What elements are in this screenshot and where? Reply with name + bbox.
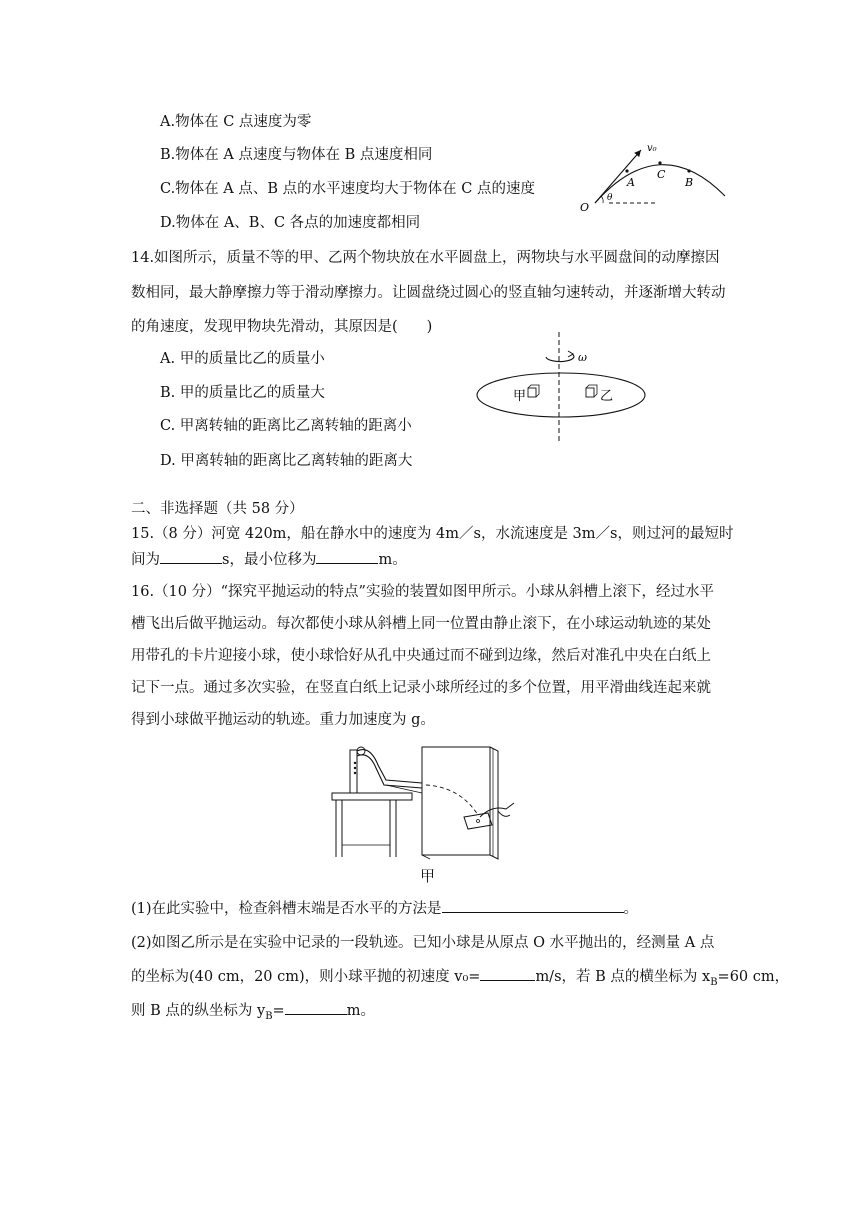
block-yi-label: 乙 <box>600 389 614 404</box>
q16-sub-2-line-3: 则 B 点的纵坐标为 $y_B= m$。 <box>131 1000 375 1027</box>
q14-stem-line-2: 数相同，最大静摩擦力等于滑动摩擦力。让圆盘绕过圆心的竖直轴匀速转动，并逐渐增大转动 <box>131 285 726 301</box>
point-b-label: B <box>685 176 694 189</box>
q13-trajectory-figure <box>575 138 735 216</box>
q14-stem-line-3: 的角速度，发现甲物块先滑动，其原因是( ) <box>131 319 433 335</box>
q16-blank-v0 <box>480 966 535 981</box>
q16-figure-caption: 甲 <box>420 867 436 885</box>
theta-label: θ <box>607 193 613 203</box>
q15-blank-time <box>160 549 222 564</box>
q14-disk-figure <box>472 330 652 445</box>
q14-option-a: A. 甲的质量比乙的质量小 <box>160 351 325 367</box>
q15-line-1: 15.（8 分）河宽 420m，船在静水中的速度为 4m／s，水流速度是 3m／s，则过河的最短时 <box>131 526 734 542</box>
point-a-label: A <box>627 176 635 189</box>
point-c-label: C <box>657 168 666 181</box>
block-yi <box>586 388 594 397</box>
q16-line-2: 槽飞出后做平抛运动。每次都使小球从斜槽上同一位置由静止滚下，在小球运动轨迹的某处 <box>131 616 711 632</box>
q14-option-b: B. 甲的质量比乙的质量大 <box>160 385 325 401</box>
q13-option-d: D.物体在 A、B、C 各点的加速度都相同 <box>160 215 421 231</box>
section-2-heading: 二、非选择题（共 58 分） <box>131 501 304 517</box>
q16-line-3: 用带孔的卡片迎接小球，使小球恰好从孔中央通过而不碰到边缘，然后对准孔中央在白纸上 <box>131 648 711 664</box>
q14-option-c: C. 甲离转轴的距离比乙离转轴的距离小 <box>160 418 412 434</box>
q16-sub-2-line-2: 的坐标为(40 cm，20 cm)，则小球平抛的初速度 v₀= m/s，若 B 点的横坐标为 $x_B=60$ cm， <box>131 966 789 993</box>
q16-line-4: 记下一点。通过多次实验，在竖直白纸上记录小球所经过的多个位置，用平滑曲线连起来就 <box>131 680 711 696</box>
omega-label: ω <box>578 351 587 364</box>
q16-blank-method <box>442 898 624 913</box>
block-jia <box>528 388 536 397</box>
q15-line-2: 间为 s，最小位移为 m。 <box>131 549 407 570</box>
q16-apparatus-figure <box>330 745 530 865</box>
origin-o-label: O <box>580 201 590 214</box>
q14-stem-line-1: 14.如图所示，质量不等的甲、乙两个物块放在水平圆盘上，两物块与水平圆盘间的动摩擦因 <box>131 250 720 266</box>
q16-line-1: 16.（10 分）“探究平抛运动的特点”实验的装置如图甲所示。小球从斜槽上滚下，经过水平 <box>131 584 714 600</box>
q13-option-c: C.物体在 A 点、B 点的水平速度均大于物体在 C 点的速度 <box>160 181 535 197</box>
q16-line-5: 得到小球做平抛运动的轨迹。重力加速度为 g。 <box>131 712 435 728</box>
q13-option-a: A.物体在 C 点速度为零 <box>160 114 312 130</box>
block-jia-label: 甲 <box>513 389 527 404</box>
q16-sub-1: (1)在此实验中，检查斜槽末端是否水平的方法是 。 <box>131 898 638 919</box>
q13-option-b: B.物体在 A 点速度与物体在 B 点速度相同 <box>160 147 433 163</box>
q14-option-d: D. 甲离转轴的距离比乙离转轴的距离大 <box>160 453 413 469</box>
q15-blank-displacement <box>316 549 378 564</box>
v0-label: v₀ <box>647 143 657 154</box>
q16-sub-2-line-1: (2)如图乙所示是在实验中记录的一段轨迹。已知小球是从原点 O 水平抛出的，经测量 A 点 <box>131 935 715 951</box>
q16-blank-yb <box>285 1000 347 1015</box>
